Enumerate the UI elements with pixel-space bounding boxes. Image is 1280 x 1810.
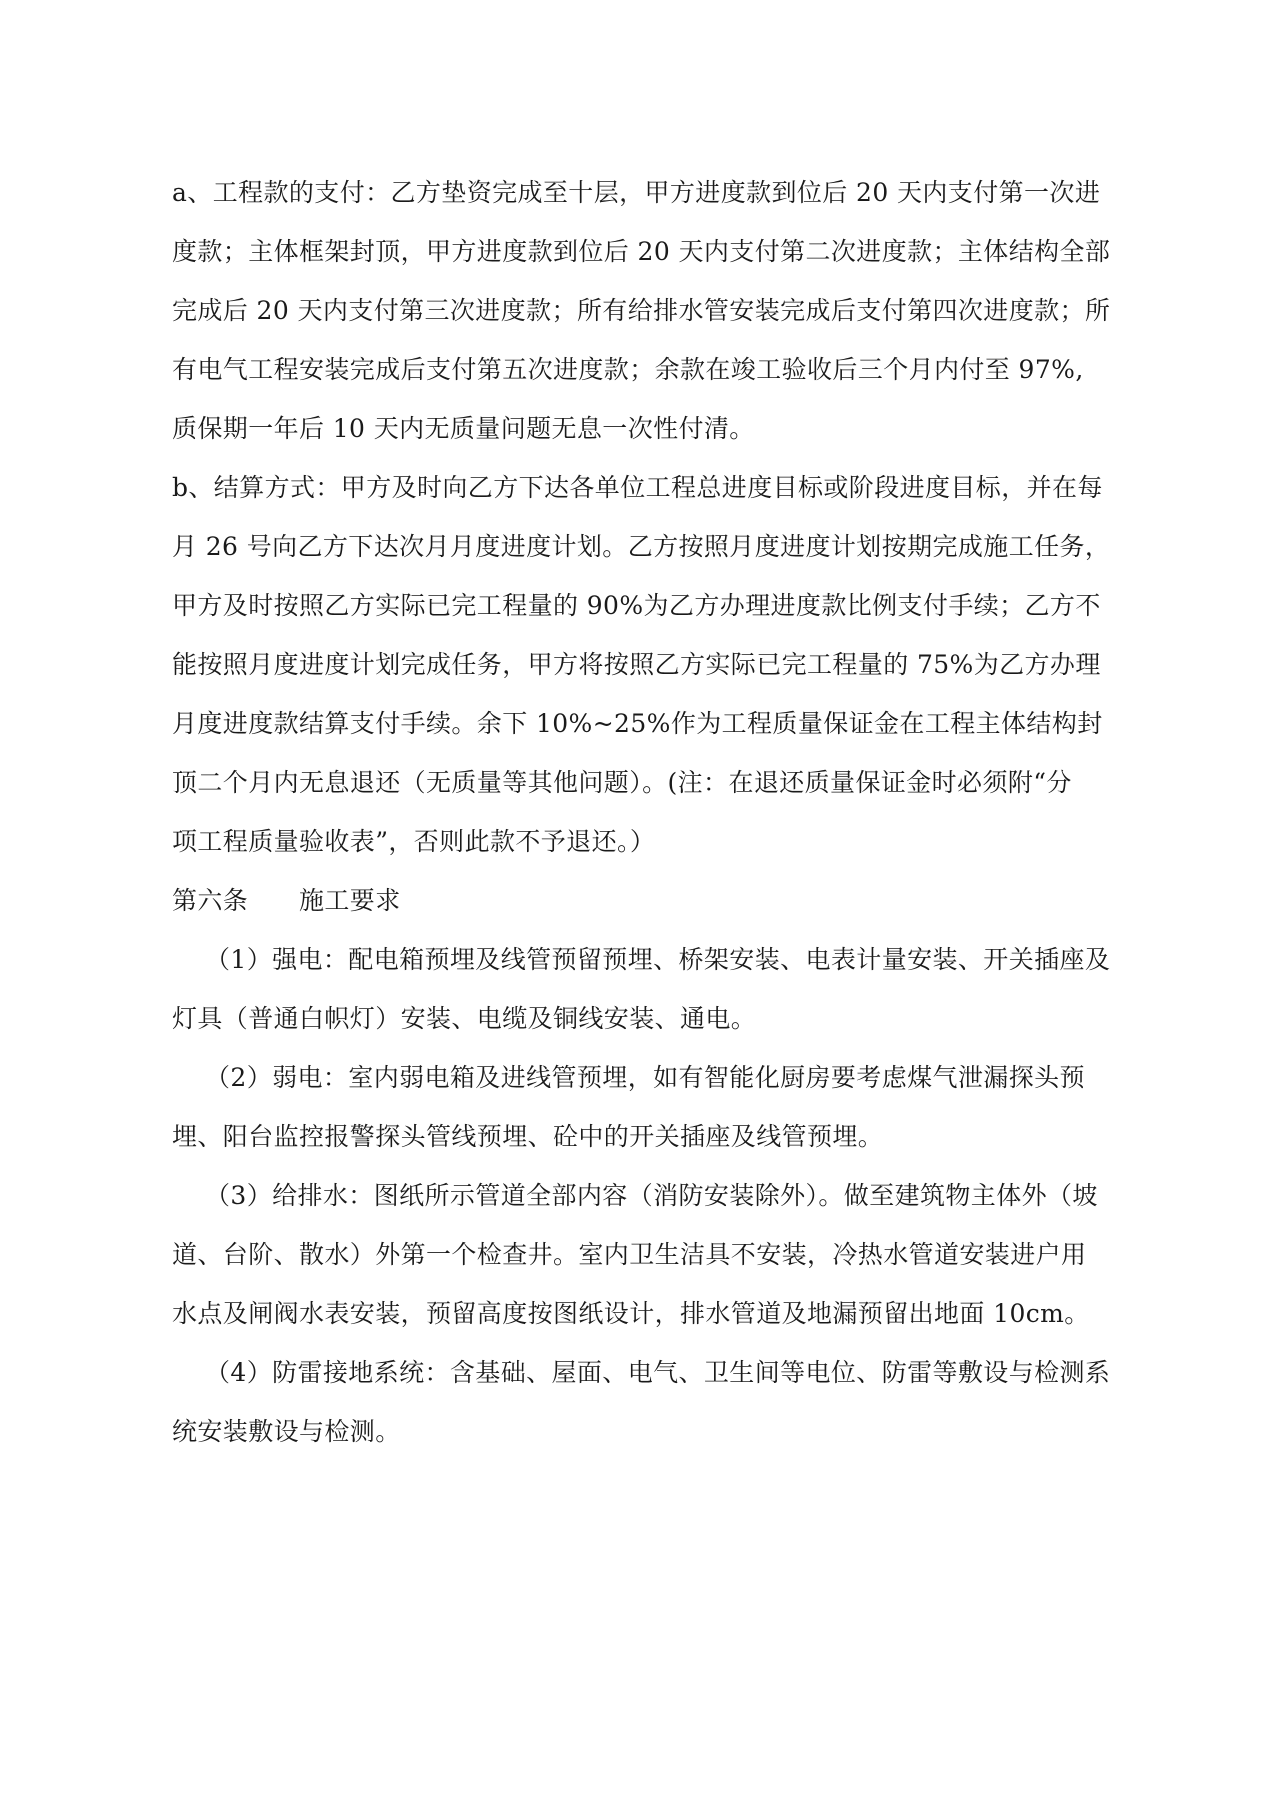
payment-line-1: a、工程款的支付：乙方垫资完成至十层，甲方进度款到位后 20 天内支付第一次进: [172, 178, 1101, 207]
strong-current-line-2: 灯具（普通白帜灯）安装、电缆及铜线安装、通电。: [172, 1004, 757, 1033]
payment-line-2: 度款；主体框架封顶，甲方进度款到位后 20 天内支付第二次进度款；主体结构全部: [172, 237, 1111, 266]
strong-current-line-1: （1）强电：配电箱预埋及线管预留预埋、桥架安装、电表计量安装、开关插座及: [205, 945, 1111, 974]
settlement-line-4: 能按照月度进度计划完成任务，甲方将按照乙方实际已完工程量的 75%为乙方办理: [172, 650, 1101, 679]
settlement-line-7: 项工程质量验收表”，否则此款不予退还。）: [172, 827, 656, 856]
settlement-line-5: 月度进度款结算支付手续。余下 10%~25%作为工程质量保证金在工程主体结构封: [172, 709, 1103, 738]
payment-line-3: 完成后 20 天内支付第三次进度款；所有给排水管安装完成后支付第四次进度款；所: [172, 296, 1111, 325]
settlement-line-1: b、结算方式：甲方及时向乙方下达各单位工程总进度目标或阶段进度目标，并在每: [172, 473, 1103, 502]
payment-line-5: 质保期一年后 10 天内无质量问题无息一次性付清。: [172, 414, 755, 443]
weak-current-line-1: （2）弱电：室内弱电箱及进线管预埋，如有智能化厨房要考虑煤气泄漏探头预: [205, 1063, 1085, 1092]
settlement-line-6: 顶二个月内无息退还（无质量等其他问题）。(注：在退还质量保证金时必须附“分: [172, 768, 1072, 797]
payment-line-4: 有电气工程安装完成后支付第五次进度款；余款在竣工验收后三个月内付至 97%,: [172, 355, 1084, 384]
settlement-line-3: 甲方及时按照乙方实际已完工程量的 90%为乙方办理进度款比例支付手续；乙方不: [172, 591, 1101, 620]
lightning-line-2: 统安装敷设与检测。: [172, 1417, 401, 1446]
lightning-line-1: （4）防雷接地系统：含基础、屋面、电气、卫生间等电位、防雷等敷设与检测系: [205, 1358, 1111, 1387]
weak-current-line-2: 埋、阳台监控报警探头管线预埋、砼中的开关插座及线管预埋。: [172, 1122, 884, 1151]
section-heading: 第六条 施工要求: [172, 886, 401, 915]
plumbing-line-1: （3）给排水：图纸所示管道全部内容（消防安装除外）。做至建筑物主体外（坡: [205, 1181, 1098, 1210]
plumbing-line-2: 道、台阶、散水）外第一个检查井。室内卫生洁具不安装，冷热水管道安装进户用: [172, 1240, 1087, 1269]
settlement-line-2: 月 26 号向乙方下达次月月度进度计划。乙方按照月度进度计划按期完成施工任务，: [172, 532, 1111, 561]
plumbing-line-3: 水点及闸阀水表安装，预留高度按图纸设计，排水管道及地漏预留出地面 10cm。: [172, 1299, 1090, 1328]
